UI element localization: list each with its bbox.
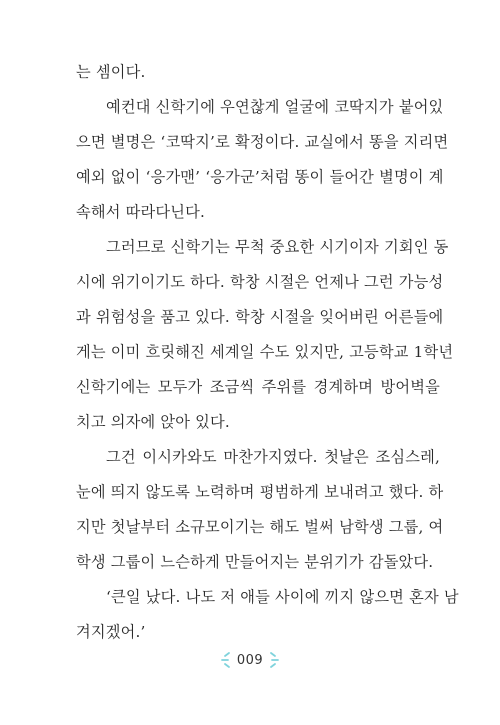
paragraph xyxy=(76,55,440,90)
text-line: 과 위험성을 품고 있다. 학창 시절을 잊어버린 어른들에 xyxy=(76,308,444,326)
text-line: 지만 첫날부터 소규모이기는 해도 벌써 남학생 그룹, 여 xyxy=(76,518,444,536)
text-line: 겨지겠어.’ xyxy=(76,623,146,641)
sparkle-left-icon xyxy=(217,650,231,670)
text-line: 예외 없이 ‘응가맨’ ‘응가군’처럼 똥이 들어간 별명이 계 xyxy=(76,168,444,186)
text-line: 치고 의자에 앉아 있다. xyxy=(76,413,230,431)
sparkle-right-icon xyxy=(269,650,283,670)
text-line: 신학기에는 모두가 조금씩 주위를 경계하며 방어벽을 xyxy=(76,378,440,396)
text-line: ‘큰일 났다. 나도 저 애들 사이에 끼지 않으면 혼자 남 xyxy=(106,588,459,606)
paragraph xyxy=(76,90,449,230)
text-line: 으면 별명은 ‘코딱지’로 확정이다. 교실에서 똥을 지리면 xyxy=(76,133,449,151)
page-body xyxy=(76,55,459,650)
text-line: 눈에 띄지 않도록 노력하며 평범하게 보내려고 했다. 하 xyxy=(76,483,444,501)
page-footer xyxy=(0,648,500,672)
text-line: 그건 이시카와도 마찬가지였다. 첫날은 조심스레, xyxy=(106,448,440,466)
text-line: 속해서 따라다닌다. xyxy=(76,203,206,221)
paragraph xyxy=(76,440,444,580)
text-line: 게는 이미 흐릿해진 세계일 수도 있지만, 고등학교 1학년 xyxy=(76,343,454,361)
text-line: 그러므로 신학기는 무척 중요한 시기이자 기회인 동 xyxy=(106,238,449,256)
text-line: 시에 위기이기도 하다. 학창 시절은 언제나 그런 가능성 xyxy=(76,273,444,291)
text-line: 학생 그룹이 느슨하게 만들어지는 분위기가 감돌았다. xyxy=(76,553,434,571)
text-line: 예컨대 신학기에 우연찮게 얼굴에 코딱지가 붙어있 xyxy=(106,98,444,116)
paragraph xyxy=(76,580,459,650)
text-line: 는 셈이다. xyxy=(76,63,146,81)
paragraph xyxy=(76,230,454,440)
page-number: 009 xyxy=(236,652,264,668)
